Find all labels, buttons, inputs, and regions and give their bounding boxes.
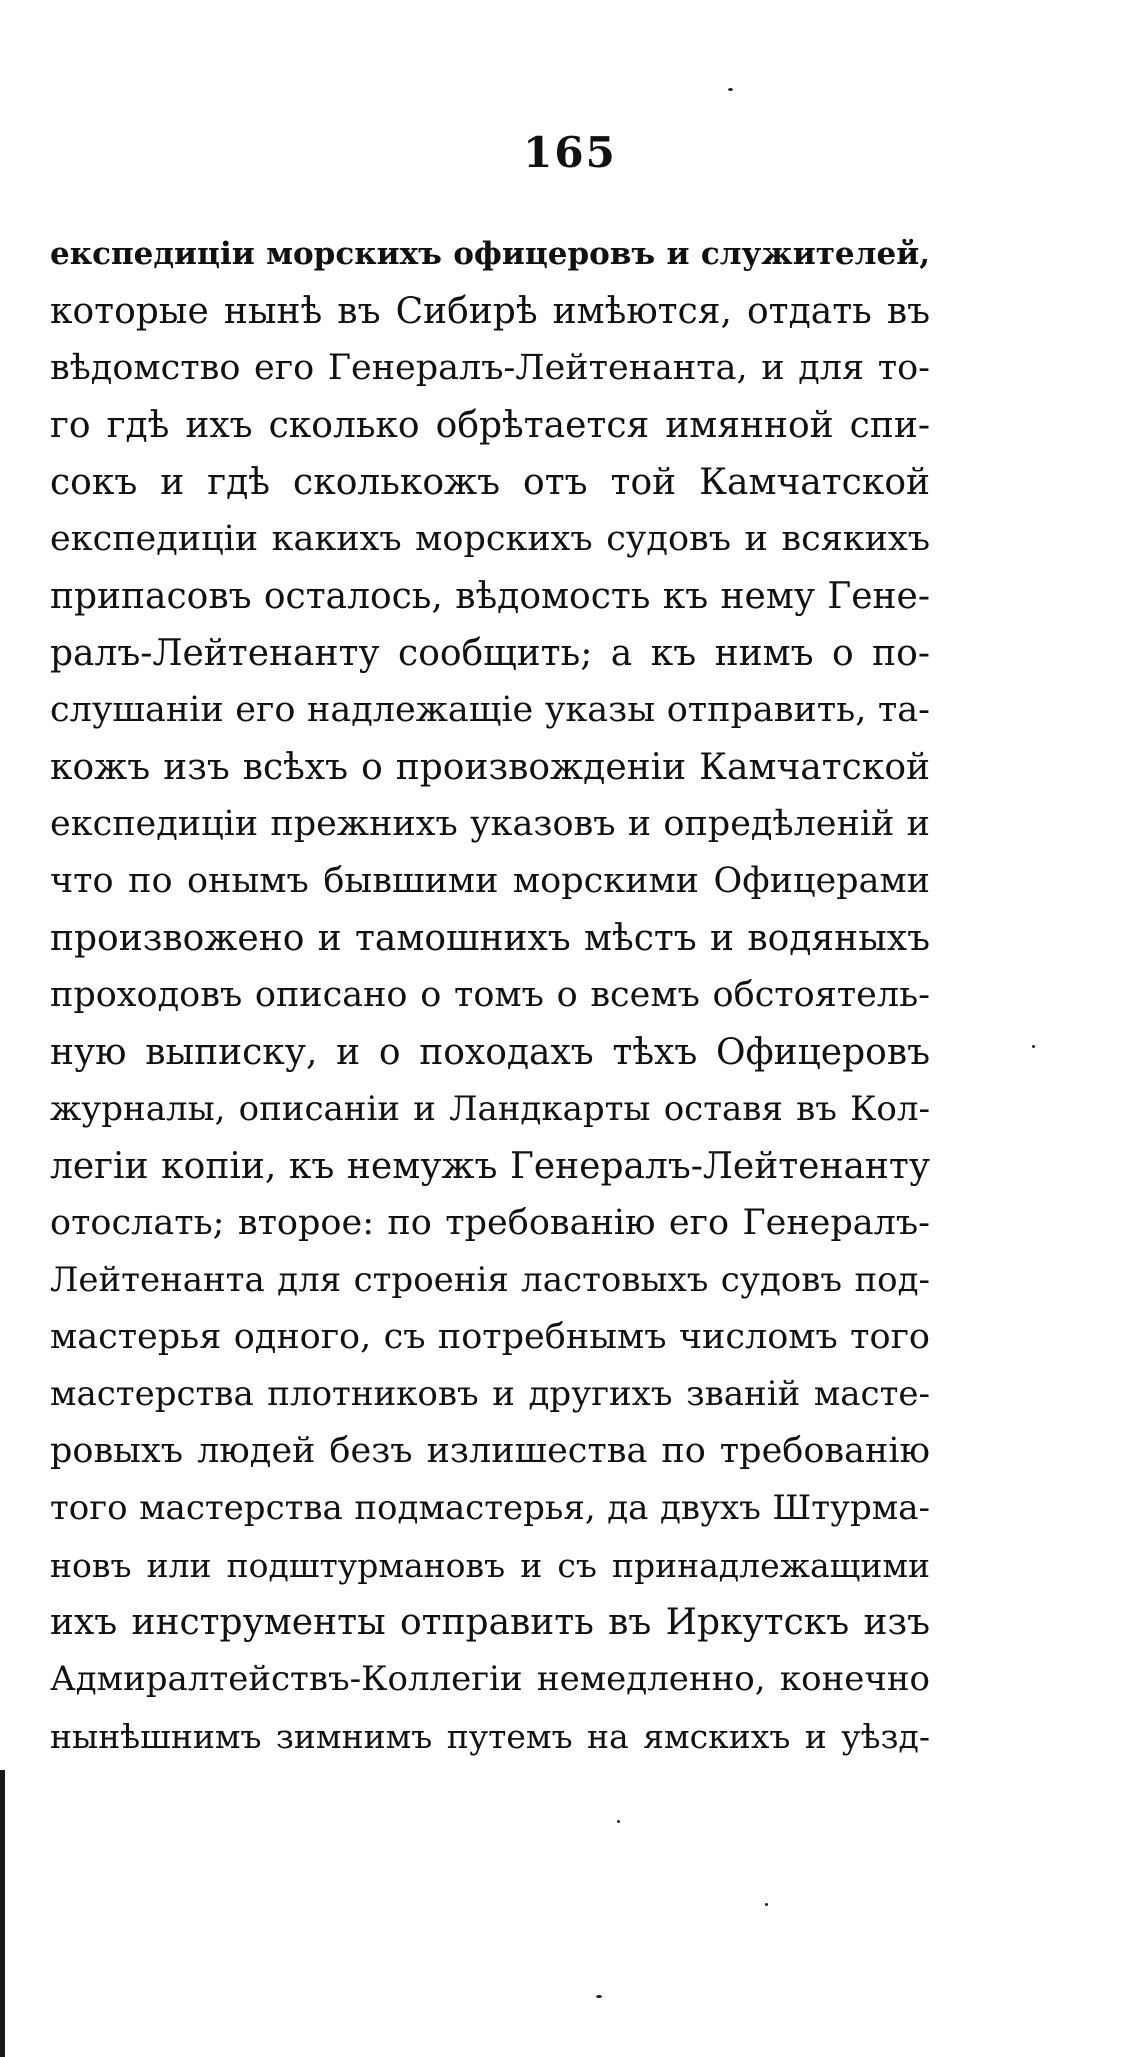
scan-edge-shadow — [0, 1770, 5, 2057]
text-line: произвожено и тамошнихъ мѣстъ и водяныхъ — [50, 918, 930, 959]
text-line: мастерья одного, съ потребнымъ числомъ того — [50, 1317, 930, 1357]
text-line: го гдѣ ихъ сколько обрѣтается имянной спи- — [50, 405, 930, 446]
body-text — [50, 226, 930, 1765]
text-line: отослать; второе: по требованію его Генералъ- — [50, 1203, 930, 1243]
scan-speck — [596, 1995, 602, 1998]
text-line: журналы, описаніи и Ландкарты оставя въ Кол- — [50, 1089, 930, 1129]
text-line: которые нынѣ въ Сибирѣ имѣются, отдать въ — [50, 291, 930, 332]
text-line: легіи копіи, къ немужъ Генералъ-Лейтенанту — [50, 1146, 930, 1187]
text-line: Лейтенанта для строенія ластовыхъ судовъ под- — [50, 1260, 930, 1300]
text-line: ровыхъ людей безъ излишества по требованію — [50, 1431, 930, 1471]
text-line: сокъ и гдѣ сколькожъ отъ той Камчатской — [50, 462, 930, 503]
text-line: Адмиралтействъ-Коллегіи немедленно, конечно — [50, 1659, 930, 1699]
text-line: проходовъ описано о томъ о всемъ обстоятель- — [50, 975, 930, 1015]
scan-speck — [728, 88, 733, 91]
text-line: слушаніи его надлежащіе указы отправить, та- — [50, 690, 930, 730]
text-line: експедиціи какихъ морскихъ судовъ и всякихъ — [50, 519, 930, 559]
text-line: ралъ-Лейтенанту сообщить; а къ нимъ о по- — [50, 633, 930, 674]
text-line: експедиціи морскихъ офицеровъ и служителей, — [50, 236, 930, 272]
text-line: нынѣшнимъ зимнимъ путемъ на ямскихъ и уѣзд- — [50, 1717, 930, 1756]
text-line: того мастерства подмастерья, да двухъ Штурма- — [50, 1488, 930, 1528]
text-line: експедиціи прежнихъ указовъ и опредѣленій и — [50, 804, 930, 844]
text-line: кожъ изъ всѣхъ о произвожденіи Камчатской — [50, 747, 930, 788]
scan-speck — [617, 1820, 620, 1823]
text-line: ихъ инструменты отправить въ Иркутскъ изъ — [50, 1602, 930, 1643]
text-line: что по онымъ бывшими морскими Офицерами — [50, 861, 930, 901]
page-number: 165 — [523, 128, 617, 177]
scan-speck — [765, 1903, 768, 1906]
text-line: мастерства плотниковъ и другихъ званій масте- — [50, 1374, 930, 1414]
text-line: припасовъ осталось, вѣдомость къ нему Гене- — [50, 576, 930, 617]
scan-speck — [1032, 1045, 1035, 1048]
text-line: ную выписку, и о походахъ тѣхъ Офицеровъ — [50, 1032, 930, 1073]
text-line: новъ или подштурмановъ и съ принадлежащими — [50, 1546, 930, 1585]
text-line: вѣдомство его Генералъ-Лейтенанта, и для то- — [50, 348, 930, 388]
